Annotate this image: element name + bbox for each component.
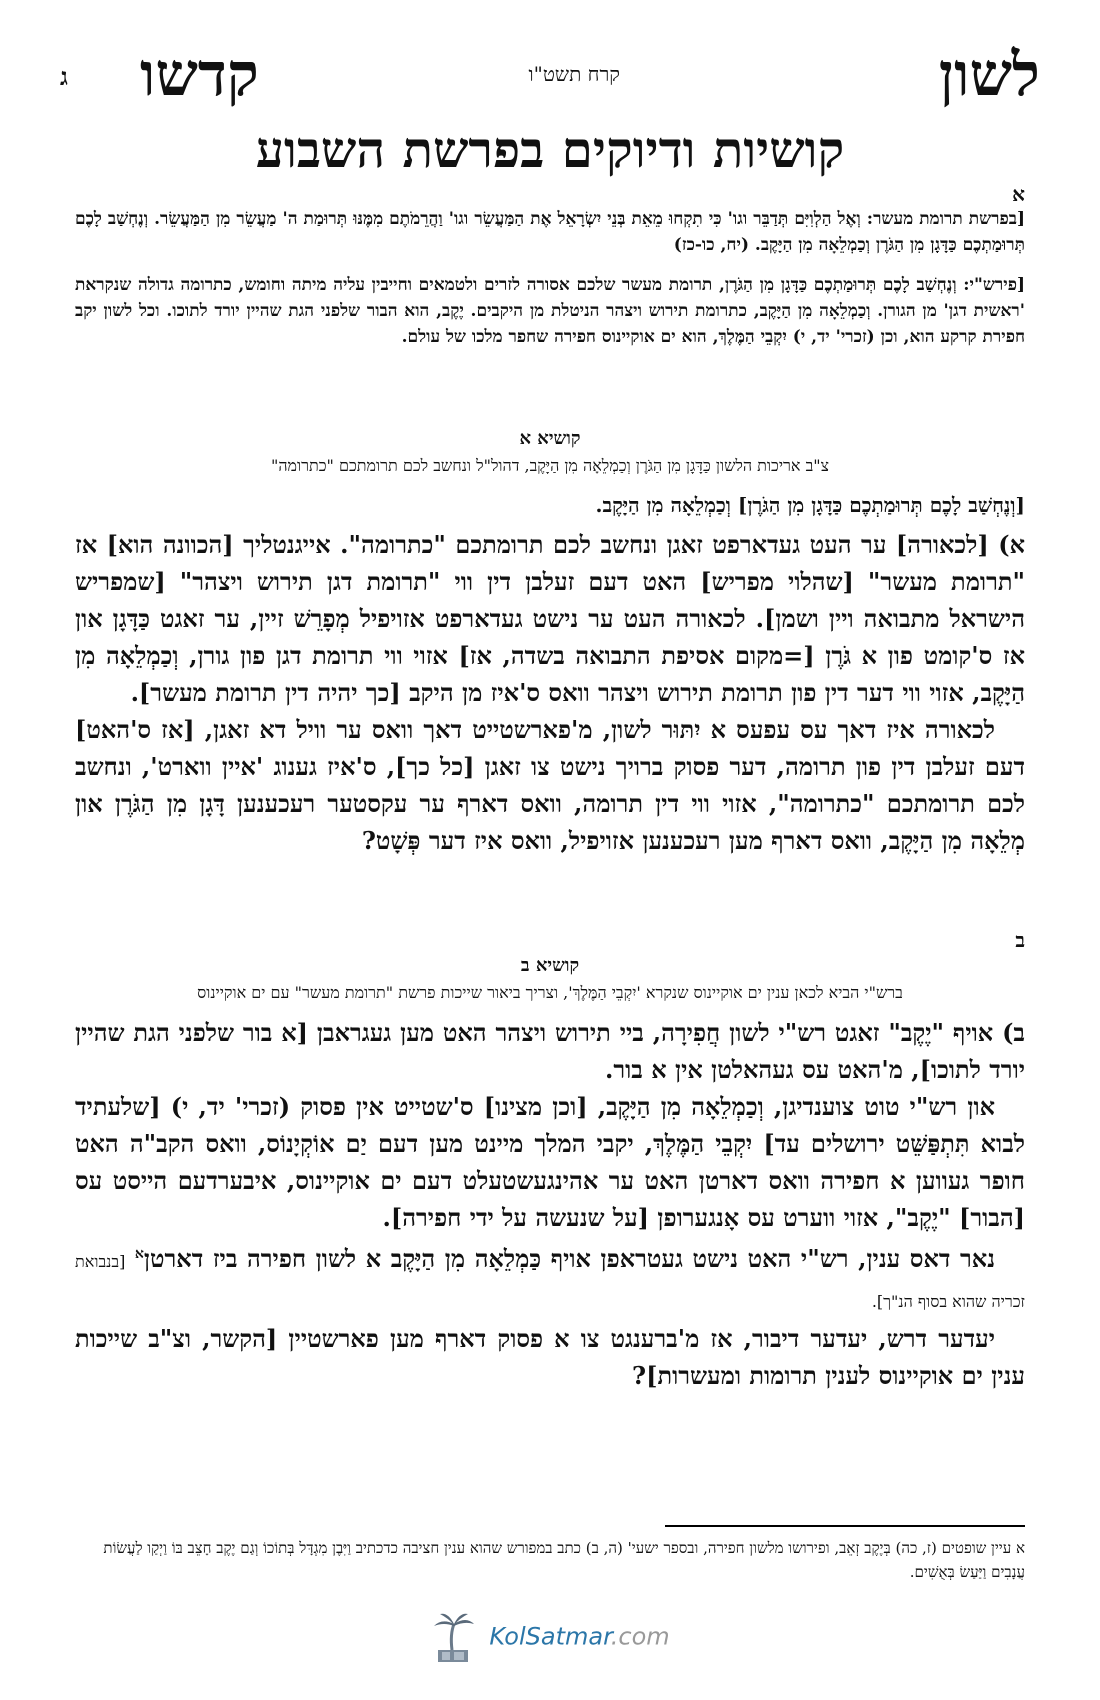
rashi-text: [פירש"י: וְנֶחְשַׁב לָכֶם תְּרוּמַתְכֶם כַּדָּגָן מִן הַגֹּרֶן, תרומת מעשר שלכם אסורה לזרים ולטמאים וחייבין עליה מיתה וחומש, כתרומה גדולה שנקראת 'ראשית דגן' מן הגורן. וְכַמְלֵאָה מִן הַיָּקֶב, כתרומת תירוש ויצהר הניטלת מן היקבים. יֶקֶב, הוא הבור שלפני הגת שהיין יורד לתוכו. וכל לשון יקב חפירת קרקע הוא, וכן (זכרי' יד, י) יִקְבֵי הַמֶּלֶךְ, הוא ים אוקיינוס חפירה שחפר מלכו של עולם. [75,275,1025,347]
palm-tree-icon [430,1612,476,1668]
kasha-b-paragraph-2: און רש"י טוט צוענדיגן, וְכַמְלֵאָה מִן הַיָּקֶב, [וכן מצינו] ס'שטייט אין פסוק (זכרי' יד, י) [שלעתיד לבוא תִּתְפַּשֵּׁט ירושלים עד] יִקְבֵי הַמֶּלֶךְ, יקבי המלך מיינט מען דעם יַם אוֹקְיָנוֹס, וואס הקב"ה האט חופר געווען א חפירה וואס דארטן האט ער אהינגעשטעלט דעם ים אוקיינוס, איבערדעם הייסט עס [הבור] "יֶקֶב", אזוי ווערט עס אָנגערופן [על שנעשה על ידי חפירה]. [75,1092,1025,1232]
rashi-commentary [75,272,1025,350]
kasha-a-heading [75,425,1025,479]
footnote-marker[interactable]: א [134,1246,144,1262]
kasha-b-paragraph-3-note: [בנבואת זכריה שהוא בסוף הנ"ך]. [75,1252,1025,1311]
site-logo[interactable] [0,1612,1100,1668]
logo-suffix: .com [610,1622,670,1651]
section-letter-a: א [1012,182,1025,206]
kasha-b-title: קושיא ב [520,955,580,976]
footnote-divider [665,1525,1025,1527]
kasha-b-summary: ברש"י הביא לכאן ענין ים אוקיינוס שנקרא 'יִקְבֵי הַמֶּלֶךְ', וצריך ביאור שייכות פרשת "תרומת מעשר" עם ים אוקיינוס [197,983,903,1002]
main-title: קושיות ודיוקים בפרשת השבוע [255,120,845,179]
header-title-left: קדשו [140,40,259,110]
kasha-b-paragraph-3 [75,1236,1025,1320]
verse-text: [בפרשת תרומת מעשר: וְאֶל הַלְוִיִּם תְּדַבֵּר וגו' כִּי תִקְחוּ מֵאֵת בְּנֵי יִשְׂרָאֵל אֶת הַמַּעֲשֵׂר וגו' וַהֲרֵמֹתֶם מִמֶּנּוּ תְּרוּמַת ה' מַעֲשֵׂר מִן הַמַּעֲשֵׂר. וְנֶחְשַׁב לָכֶם תְּרוּמַתְכֶם כַּדָּגָן מִן הַגֹּרֶן וְכַמְלֵאָה מִן הַיָּקֶב. (יח, כו-כז) [75,209,1025,255]
kasha-a-verse [75,492,1025,518]
kasha-a-summary: צ"ב אריכות הלשון כַּדָּגָן מִן הַגֹּרֶן וְכַמְלֵאָה מִן הַיָּקֶב, דהול"ל ונחשב לכם תרומתכם "כתרומה" [270,456,830,475]
kasha-a-body [75,526,1025,859]
kasha-b-body [75,1014,1025,1394]
kasha-a-verse-text: [וְנֶחְשַׁב לָכֶם תְּרוּמַתְכֶם כַּדָּגָן מִן הַגֹּרֶן] וְכַמְלֵאָה מִן הַיָּקֶב. [595,493,1025,517]
header-parsha: קרח תשט"ו [528,62,620,86]
page-number: ג [60,62,68,91]
kasha-b-heading [75,952,1025,1006]
kasha-a-paragraph-1: א) [לכאורה] ער העט געדארפט זאגן ונחשב לכם תרומתכם "כתרומה". אייגנטליך [הכוונה הוא] אז "תרומת מעשר" [שהלוי מפריש] האט דעם זעלבן דין ווי "תרומת דגן תירוש ויצהר" [שמפריש הישראל מתבואה ויין ושמן]. לכאורה העט ער נישט געדארפט אזויפיל מְפָרֵשׁ זיין, ער זאגט כַּדָּגָן און אז ס'קומט פון א גֹּרֶן [=מקום אסיפת התבואה בשדה, אז] אזוי ווי תרומת דגן פון גורן, וְכַמְלֵאָה מִן הַיָּקֶב, אזוי ווי דער דין פון תרומת תירוש ויצהר וואס ס'איז מן היקב [כך יהיה דין תרומת מעשר]. [75,530,1025,707]
footnote: א עיין שופטים (ז, כה) בְּיֶקֶב זְאֵב, ופירושו מלשון חפירה, ובספר ישעי' (ה, ב) כתב במפורש שהוא ענין חציבה כדכתיב וַיִּבֶן מִגְדָּל בְּתוֹכוֹ וְגַם יֶקֶב חָצֵב בּוֹ וַיְקַו לַעֲשׂוֹת עֲנָבִים וַיַּעַשׂ בְּאֻשִׁים. [103,1539,1025,1581]
kasha-a-title: קושיא א [519,428,581,449]
kasha-b-paragraph-4: יעדער דרש, יעדער דיבור, אז מ'ברענגט צו א פסוק דארף מען פארשטיין [הקשר, וצ"ב שייכות ענין ים אוקיינוס לענין תרומות ומעשרות]? [75,1324,1025,1390]
verse-quote [75,206,1025,258]
logo-name: KolSatmar [489,1622,611,1651]
kasha-b-paragraph-1: ב) אויף "יֶקֶב" זאגט רש"י לשון חֲפִירָה, ביי תירוש ויצהר האט מען געגראבן [א בור שלפני הגת שהיין יורד לתוכו], מ'האט עס געהאלטן אין א בור. [75,1018,1025,1084]
page-header [60,40,1040,120]
kasha-a-paragraph-2: לכאורה איז דאך עס עפעס א יִתּוּר לשון, מ'פארשטייט דאך וואס ער וויל דא זאגן, [אז ס'האט] דעם זעלבן דין פון תרומה, דער פסוק ברויך נישט צו זאגן [כל כך], ס'איז גענוג 'איין ווארט', ונחשב לכם תרומתכם "כתרומה", אזוי ווי דין תרומה, וואס דארף ער עקסטער רעכענען דָּגָן מִן הַגֹּרֶן און מְלֵאָה מִן הַיָּקֶב, וואס דארף מען רעכענען אזויפיל, וואס איז דער פְּשָׁט? [75,715,1026,855]
header-title-right: לשון [938,40,1040,110]
kasha-b-paragraph-3-text: נאר דאס ענין, רש"י האט נישט געטראפן אויף כַּמְלֵאָה מִן הַיָּקֶב א לשון חפירה ביז דארטן [143,1244,995,1273]
section-letter-b: ב [1015,928,1025,952]
